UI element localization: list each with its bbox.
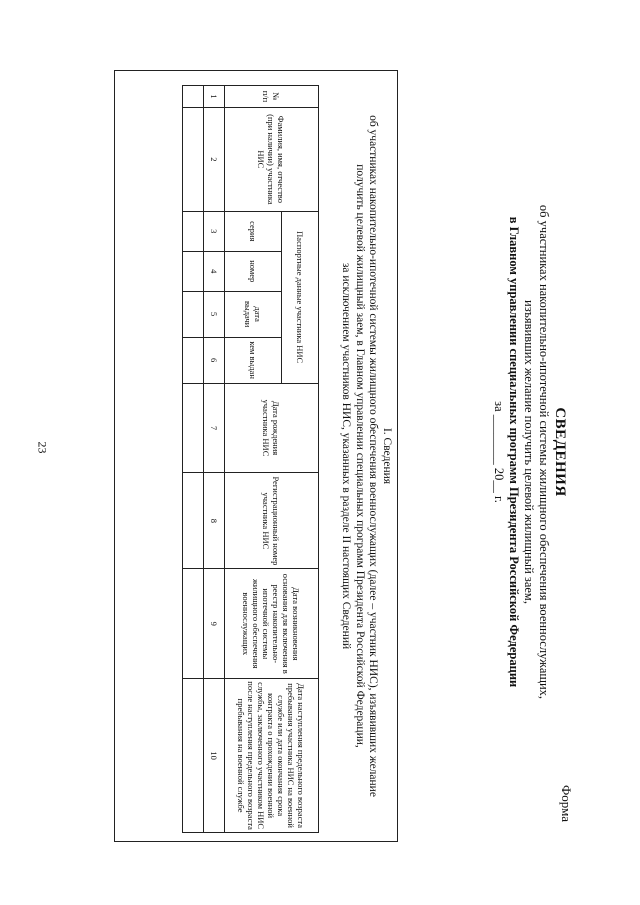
column-number: 4 [204,251,225,291]
column-number: 6 [204,337,225,383]
column-number: 2 [204,107,225,211]
table-cell [183,337,204,383]
table-row [183,86,204,833]
column-number: 7 [204,383,225,473]
heading-line-1: об участниках накопительно-ипотечной системы жилищного обеспечения военнослужащих, [537,204,551,700]
heading-line-2: изъявивших желание получить целевой жилищный заем, [522,300,536,604]
section-title: I. Сведения [381,427,393,485]
participants-table [182,85,319,833]
table-cell [183,291,204,337]
column-number: 8 [204,473,225,569]
header-issue-date: дата выдачи [225,291,282,337]
page-number: 23 [35,441,50,454]
table-cell [183,107,204,211]
column-number: 10 [204,679,225,833]
document-heading [491,62,568,842]
header-series: серия [225,211,282,251]
table-cell [183,679,204,833]
heading-period: за ________ 20__ г. [492,401,506,503]
section-line-1: об участниках накопительно-ипотечной системы жилищного обеспечения военнослужащих (далее – участник НИС), изъявивших желание [367,115,380,797]
header-passport: Паспортные данные участника НИС [282,211,319,383]
section-line-3: за исключением участников НИС, указанных в разделе II настоящих Сведений [340,262,353,650]
header-reg-number: Регистрационный номер участника НИС [225,473,319,569]
column-number-row [204,86,225,833]
rotated-document [0,62,588,842]
column-number: 5 [204,291,225,337]
table-cell [183,383,204,473]
document-title: СВЕДЕНИЯ [552,407,568,497]
header-issued-by: кем выдан [225,337,282,383]
table-cell [183,473,204,569]
section-heading [339,71,393,841]
header-number: номер [225,251,282,291]
header-num: № п/п [225,86,319,108]
column-number: 1 [204,86,225,108]
header-basis-date: Дата возникновения основания для включения в реестр накопительно-ипотечной системы жилищного обеспечения военнослужащих [225,569,319,679]
table-cell [183,251,204,291]
table-cell [183,86,204,108]
header-birth-date: Дата рождения участника НИС [225,383,319,473]
section-line-2: получить целевой жилищный заем, в Главном управлении специальных программ Президента Российской Федерации, [354,164,366,748]
form-label: Форма [559,785,574,822]
heading-line-3: в Главном управлении специальных программ Президента Российской Федерации [507,216,521,688]
table-cell [183,211,204,251]
column-number: 9 [204,569,225,679]
section-frame [114,70,398,842]
header-age-limit-date: Дата наступления предельного возраста пребывания участника НИС на военной службе или дата окончания срока контракта о прохождении военной службы, заключенного участником НИС после наступления предельного возраста пребывания на военной службе [225,679,319,833]
column-number: 3 [204,211,225,251]
header-name: Фамилия, имя, отчество (при наличии) участника НИС [225,107,319,211]
table-cell [183,569,204,679]
